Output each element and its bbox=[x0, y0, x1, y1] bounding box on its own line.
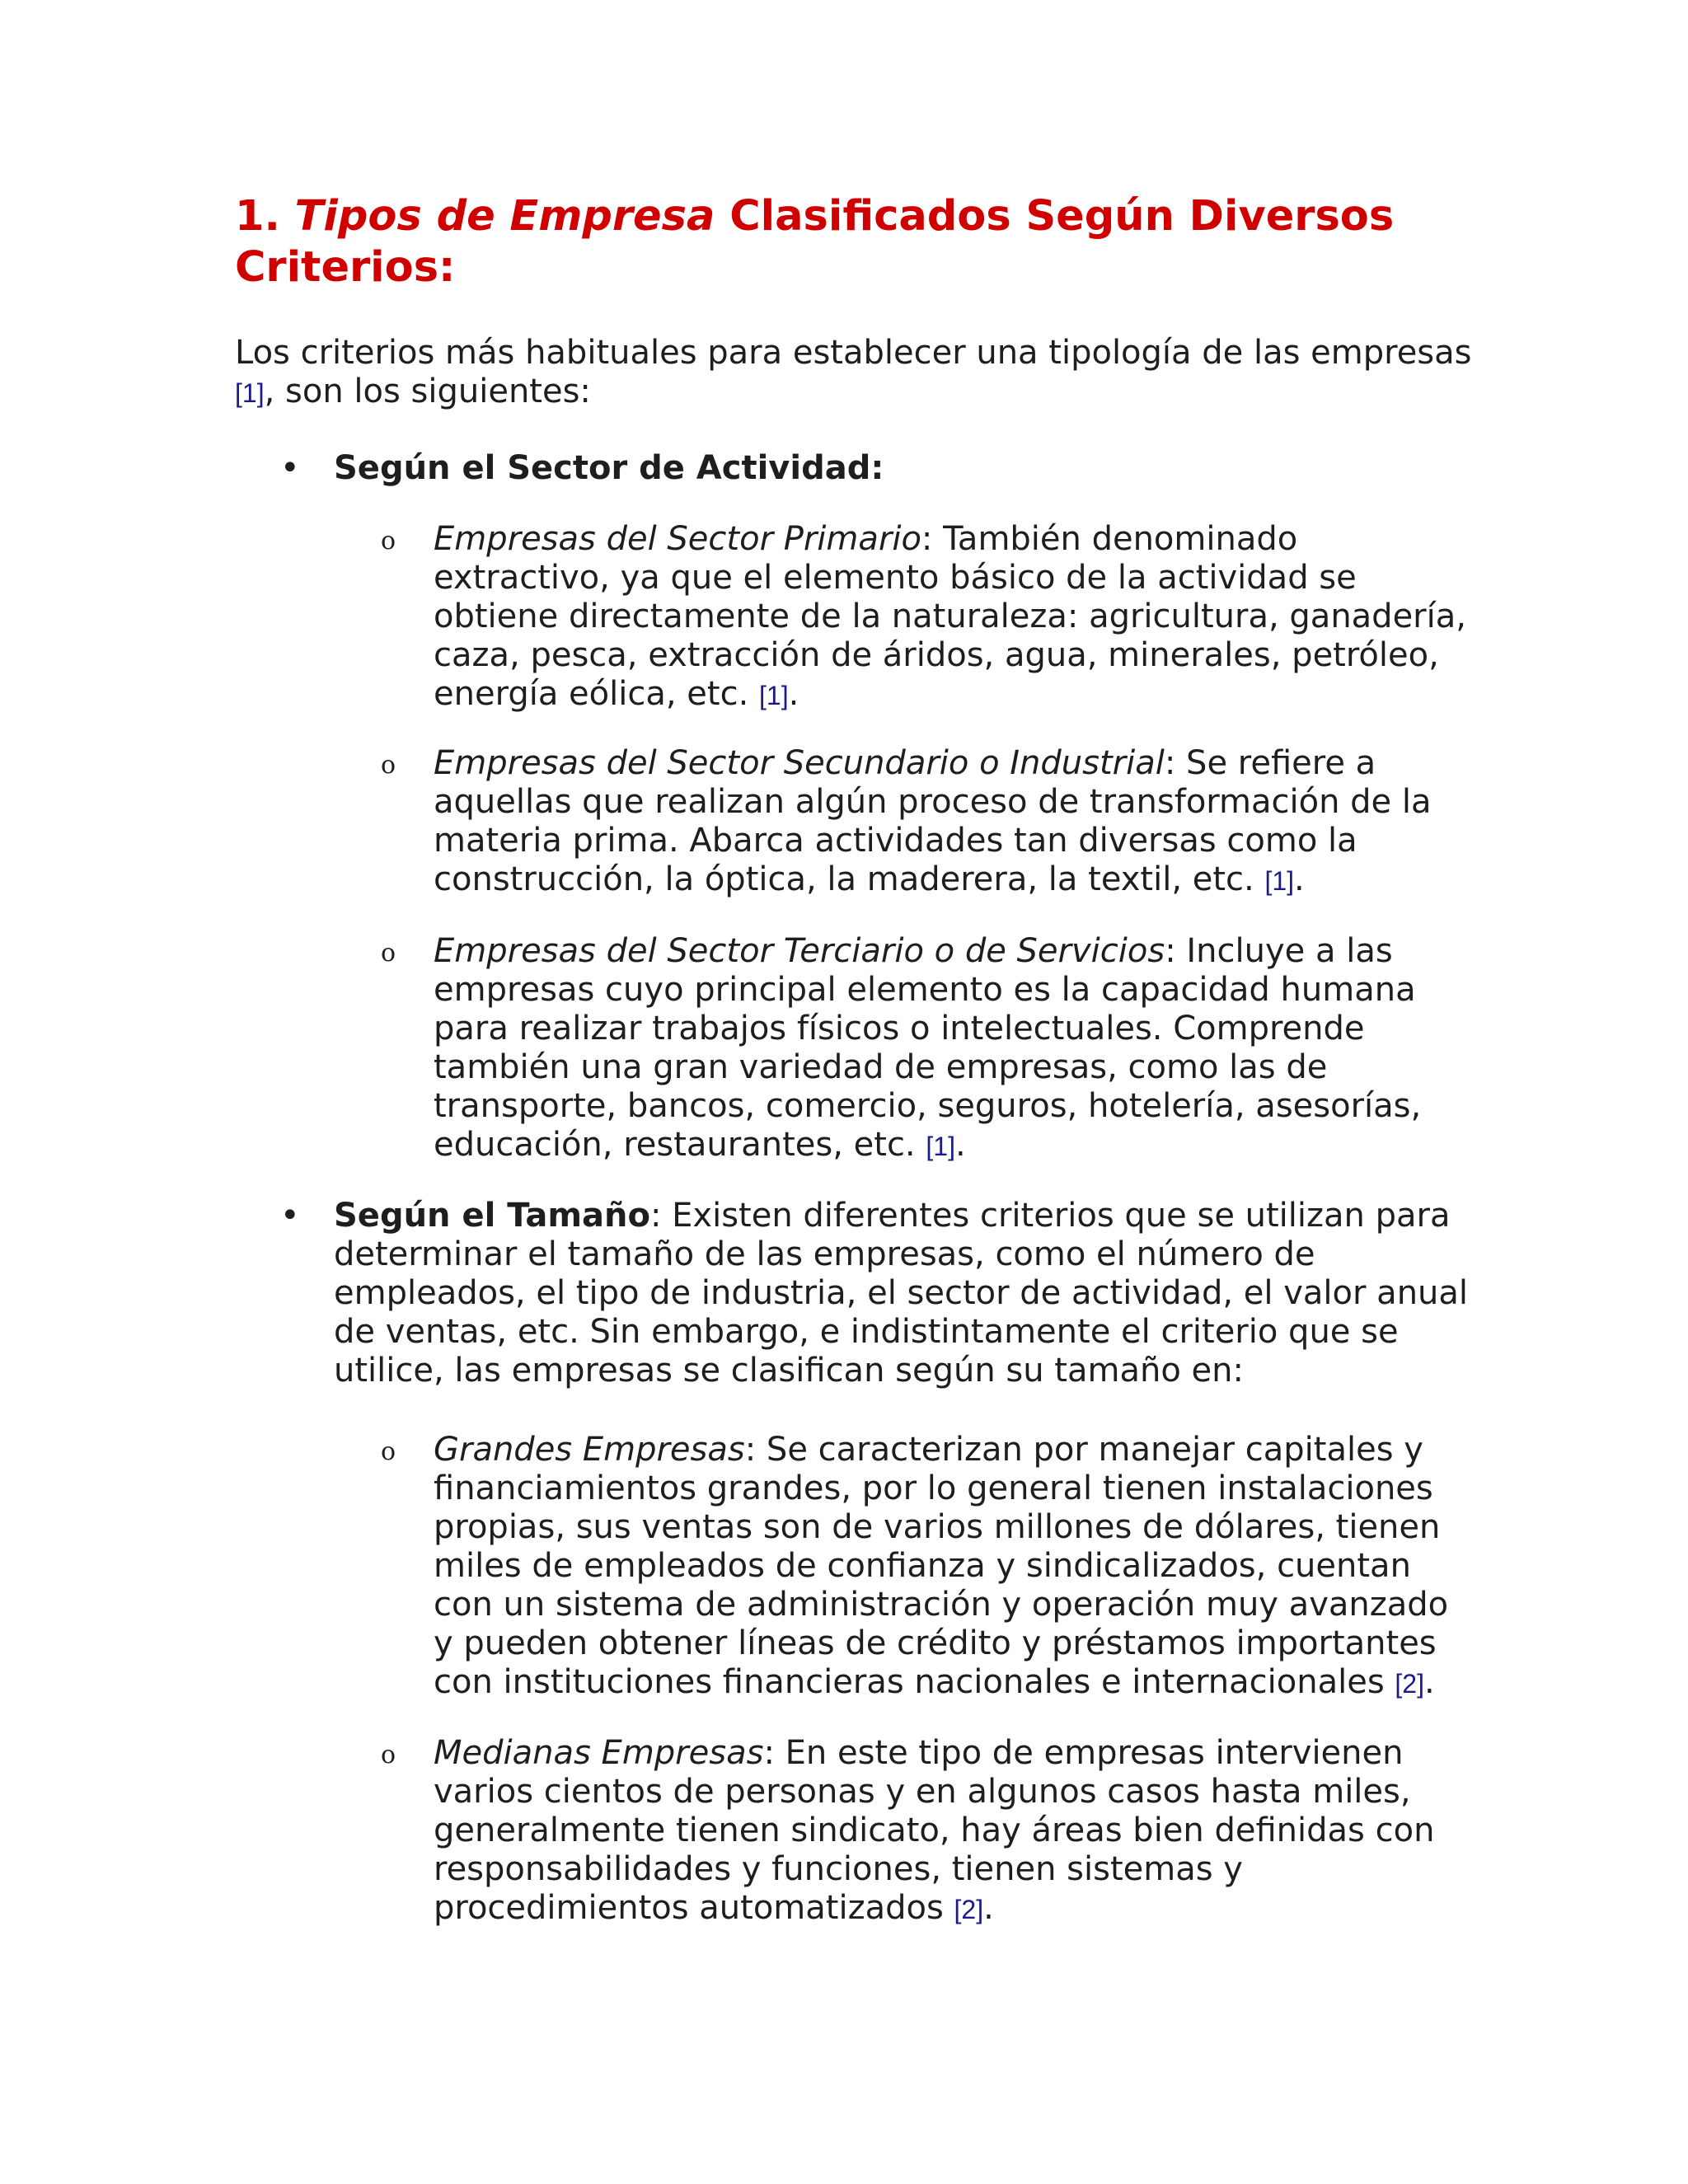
section-text: : Existen diferentes criterios que se utilizan para determinar el tamaño de las empresas, como el número de empleados, el tipo de industria, el sector de actividad, el valor anual de ventas, etc. Sin embargo, e indistintamente el criterio que se utilice, las empresas se clasifican según su tamaño en: bbox=[334, 1197, 1469, 1390]
bullet-circle-icon: o bbox=[381, 939, 396, 968]
item-term: Empresas del Sector Primario bbox=[434, 520, 921, 558]
bullet-disc-icon: • bbox=[280, 449, 300, 487]
footnote-ref[interactable]: [2] bbox=[1395, 1669, 1424, 1699]
item-text: : En este tipo de empresas intervienen varios cientos de personas y en algunos casos hasta miles, generalmente tienen sindicato, hay áreas bien definidas con responsabilidades y funciones, tienen sistemas y procedimientos automatizados bbox=[434, 1734, 1435, 1927]
footnote-ref[interactable]: [1] bbox=[235, 378, 265, 408]
bullet-circle-icon: o bbox=[381, 751, 396, 780]
item-text: : Incluye a las empresas cuyo principal elemento es la capacidad humana para realizar trabajos físicos o intelectuales. Comprende también una gran variedad de empresas, como las de transporte, bancos, comercio, seguros, hotelería, asesorías, educación, restaurantes, etc. bbox=[434, 932, 1422, 1164]
footnote-ref[interactable]: [1] bbox=[1264, 866, 1295, 896]
item-end: . bbox=[1423, 1663, 1435, 1701]
intro-text: Los criterios más habituales para establecer una tipología de las empresas bbox=[235, 334, 1472, 372]
bullet-circle-icon: o bbox=[381, 527, 396, 555]
item-end: . bbox=[788, 675, 799, 713]
heading-rest: Clasificados Según Diversos Criterios: bbox=[235, 192, 1395, 292]
page-title bbox=[235, 191, 1471, 293]
item-term: Medianas Empresas bbox=[434, 1734, 764, 1772]
item-end: . bbox=[1294, 860, 1305, 898]
list-item-sector-terciario bbox=[434, 932, 1472, 1166]
item-end: . bbox=[954, 1126, 966, 1164]
list-item-sector-secundario bbox=[434, 744, 1472, 901]
section-title-sector: Según el Sector de Actividad: bbox=[334, 449, 884, 487]
list-item-grandes-empresas bbox=[434, 1431, 1472, 1704]
bullet-circle-icon: o bbox=[381, 1437, 396, 1466]
footnote-ref[interactable]: [2] bbox=[954, 1895, 984, 1924]
item-text: : Se refiere a aquellas que realizan algún proceso de transformación de la materia prima. Abarca actividades tan diversas como la construcción, la óptica, la maderera, la textil, etc. bbox=[434, 744, 1432, 898]
heading-number: 1. bbox=[235, 192, 280, 241]
section-tamano bbox=[334, 1197, 1471, 1390]
item-text: : Se caracterizan por manejar capitales y financiamientos grandes, por lo general tienen instalaciones propias, sus ventas son de varios millones de dólares, tienen miles de empleados de confianza y sindicalizados, cuentan con un sistema de administración y operación muy avanzado y pueden obtener líneas de crédito y préstamos importantes con instituciones financieras nacionales e internacionales bbox=[434, 1431, 1449, 1701]
item-term: Empresas del Sector Terciario o de Servicios bbox=[434, 932, 1165, 970]
footnote-ref[interactable]: [1] bbox=[926, 1132, 955, 1161]
bullet-circle-icon: o bbox=[381, 1741, 396, 1769]
list-item-medianas-empresas bbox=[434, 1734, 1472, 1929]
item-text: : También denominado extractivo, ya que el elemento básico de la actividad se obtiene directamente de la naturaleza: agricultura, ganadería, caza, pesca, extracción de áridos, agua, minerales, petróleo, energía eólica, etc. bbox=[434, 520, 1466, 713]
list-item-sector-primario bbox=[434, 520, 1472, 715]
intro-text-end: , son los siguientes: bbox=[264, 373, 591, 410]
footnote-ref[interactable]: [1] bbox=[759, 681, 789, 710]
item-term: Grandes Empresas bbox=[434, 1431, 745, 1469]
item-end: . bbox=[983, 1889, 994, 1927]
item-term: Empresas del Sector Secundario o Industrial bbox=[434, 744, 1165, 782]
heading-italic: Tipos de Empresa bbox=[294, 192, 715, 241]
intro-paragraph bbox=[235, 334, 1488, 413]
section-title-tamano: Según el Tamaño bbox=[334, 1197, 650, 1235]
bullet-disc-icon: • bbox=[280, 1197, 300, 1235]
